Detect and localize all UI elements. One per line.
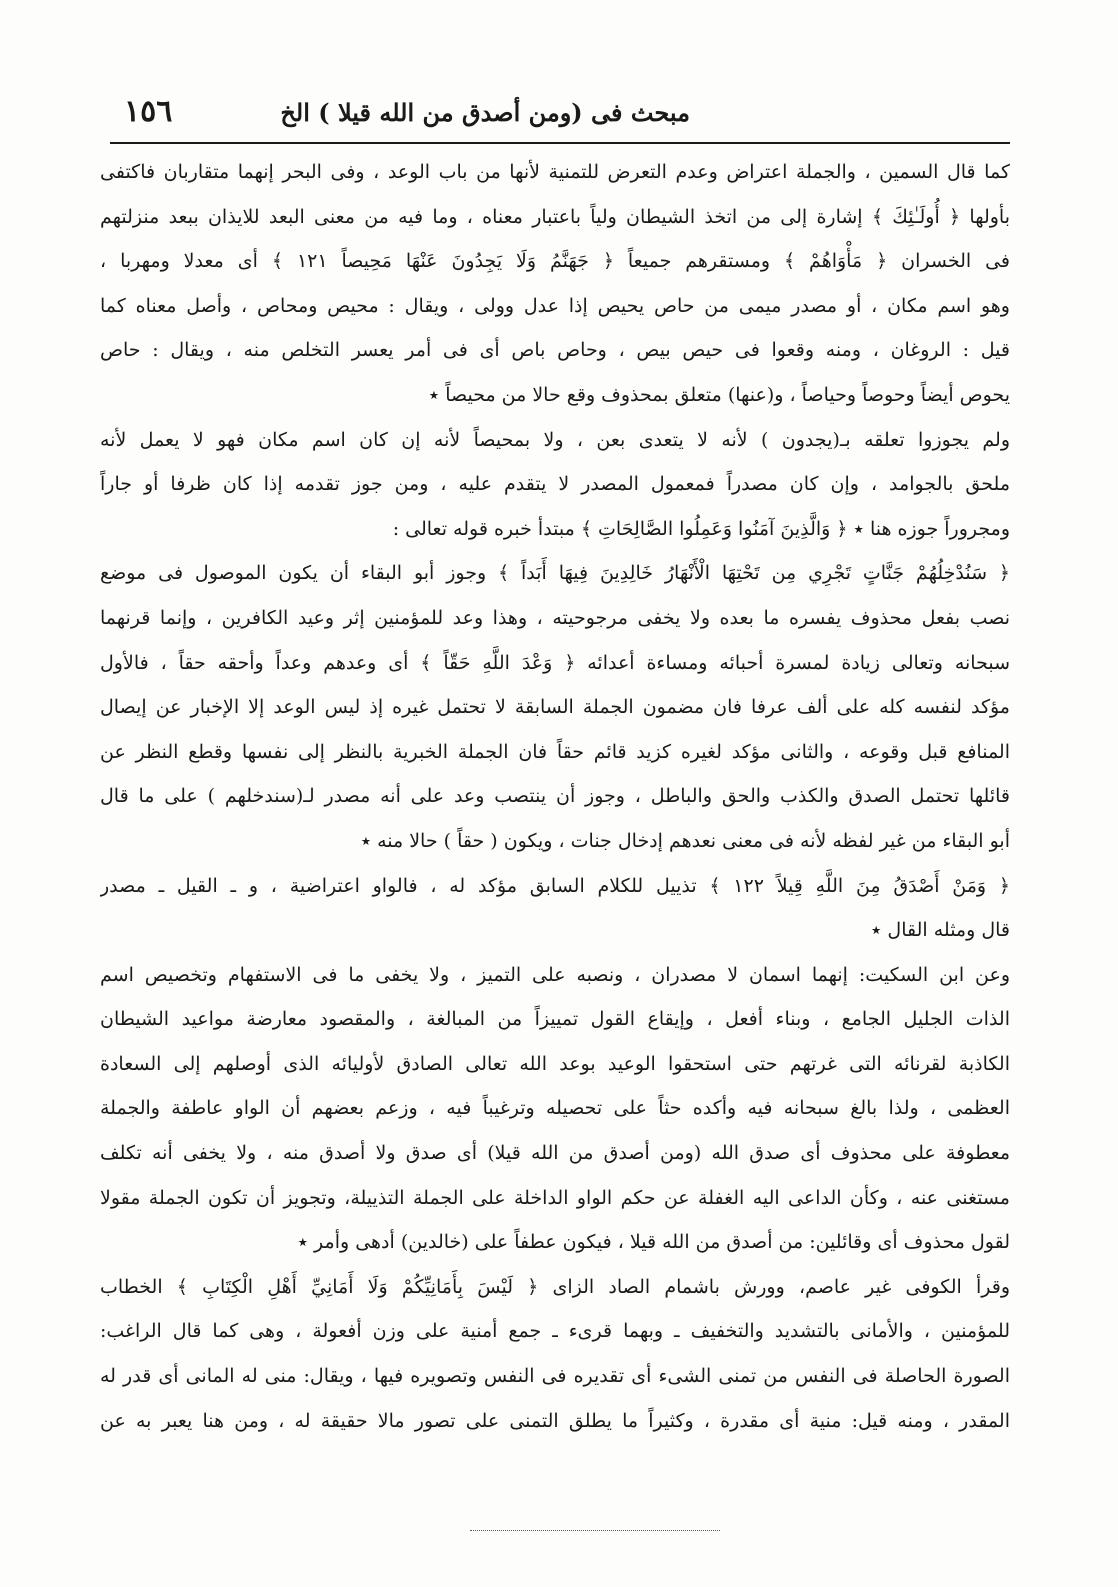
text-line: الصورة الحاصلة فى النفس من تمنى الشىء أى تقديره فى النفس وتصويره فيها ، ويقال: منى له المانى أى قدر له [100, 1365, 1010, 1388]
text-line: ومجروراً جوزه هنا ٭ ﴿ وَالَّذِينَ آمَنُوا وَعَمِلُوا الصَّالِحَاتِ ﴾ مبتدأ خبره قوله تعالى : [392, 517, 1010, 540]
text-line: المقدر ، ومنه قيل: منية أى مقدرة ، وكثيراً ما يطلق التمنى على تصور مالا حقيقة له ، ومن هنا يعبر به عن [100, 1409, 1010, 1432]
text-line: مستغنى عنه ، وكأن الداعى اليه الغفلة عن حكم الواو الداخلة على الجملة التذييلة، وتجويز أن تكون الجملة مقولا [100, 1186, 1010, 1209]
text-line: مؤكد لنفسه كله على ألف عرفا فان مضمون الجملة السابقة لا تحتمل غيره إذ ليس الوعد إلا الإخبار عن إيصال [100, 696, 1010, 719]
text-line: ﴿ وَمَنْ أَصْدَقُ مِنَ اللَّهِ قِيلاً ١٢٢ ﴾ تذييل للكلام السابق مؤكد له ، فالواو اعتراضية ، و ـ القيل ـ مصدر [100, 874, 1010, 897]
text-line: ﴿ سَنُدْخِلُهُمْ جَنَّاتٍ تَجْرِي مِن تَحْتِهَا الْأَنْهَارُ خَالِدِينَ فِيهَا أَبَداً ﴾ وجوز أبو البقاء أن يكون الموصول فى موضع [100, 562, 1010, 585]
text-line: العظمى ، ولذا بالغ سبحانه فيه وأكده حثاً على تحصيله وترغيباً فيه ، وزعم بعضهم أن الواو عاطفة والجملة [100, 1097, 1010, 1120]
text-line: قيل : الروغان ، ومنه وقعوا فى حيص بيص ، وحاص باص أى فى أمر يعسر التخلص منه ، ويقال : حاص [100, 339, 1010, 362]
text-line: وهو اسم مكان ، أو مصدر ميمى من حاص يحيص إذا عدل وولى ، ويقال : محيص ومحاص ، وأصل معناه كما [100, 294, 1010, 317]
page-header [110, 96, 1010, 136]
header-divider [110, 142, 1010, 144]
text-line: كما قال السمين ، والجملة اعتراض وعدم التعرض للتمنية لأنها من باب الوعد ، وفى البحر إنهما متقاربان فاكتفى [100, 161, 1010, 183]
text-line: معطوفة على محذوف أى صدق الله (ومن أصدق من الله قيلا) أى صدق ولا أصدق منه ، ولا يخفى أنه تكلف [100, 1142, 1010, 1165]
text-line: سبحانه وتعالى زيادة لمسرة أحبائه ومساءة أعدائه ﴿ وَعْدَ اللَّهِ حَقّاً ﴾ أى وعدهم وعداً وأحقه حقاً ، فالأول [100, 651, 1010, 674]
text-line: الذات الجليل الجامع ، وبناء أفعل ، وإيقاع القول تمييزاً من المبالغة ، والمقصود معارضة مواعيد الشيطان [100, 1008, 1010, 1031]
running-title: مبحث فى (ومن أصدق من الله قيلا ) الخ [280, 98, 690, 127]
text-line: فى الخسران ﴿ مَأْوَاهُمْ ﴾ ومستقرهم جميعاً ﴿ جَهَنَّمُ وَلَا يَجِدُونَ عَنْهَا مَحِيصاً ١٢١ ﴾ أى معدلا ومهربا ، [100, 250, 1010, 273]
text-line: وقرأ الكوفى غير عاصم، وورش باشمام الصاد الزاى ﴿ لَيْسَ بِأَمَانِيِّكُمْ وَلَا أَمَانِيِّ أَهْلِ الْكِتَابِ ﴾ الخطاب [100, 1275, 1010, 1298]
text-line: بأولها ﴿ أُولَـٰئِكَ ﴾ إشارة إلى من اتخذ الشيطان ولياً باعتبار معناه ، وما فيه من معنى البعد للايذان ببعد منزلتهم [100, 205, 1010, 228]
text-line: الكاذبة لقرنائه التى غرتهم حتى استحقوا الوعيد بوعد الله تعالى الصادق لأوليائه الذى أوصلهم إلى السعادة [100, 1052, 1010, 1075]
page-number: ١٥٦ [124, 94, 173, 129]
text-line: نصب بفعل محذوف يفسره ما بعده ولا يخفى مرجوحيته ، وهذا وعد للمؤمنين إثر وعيد الكافرين ، وإنما قرنهما [100, 606, 1010, 629]
text-line: للمؤمنين ، والأمانى بالتشديد والتخفيف ـ وبهما قرىء ـ جمع أمنية على وزن أفعولة ، وهى كما قال الراغب: [100, 1320, 1010, 1343]
text-line: يحوص أيضاً وحوصاً وحياصاً ، و(عنها) متعلق بمحذوف وقع حالا من محيصاً ٭ [428, 383, 1010, 406]
text-line: وعن ابن السكيت: إنهما اسمان لا مصدران ، ونصبه على التميز ، ولا يخفى ما فى الاستفهام وتخصيص اسم [100, 963, 1010, 986]
text-line: المنافع قبل وقوعه ، والثانى مؤكد لغيره كزيد قائم حقاً فان الجملة الخبرية بالنظر إلى نفسها وقطع النظر عن [100, 740, 1010, 763]
body-text [100, 150, 1010, 1443]
text-line: ولم يجوزوا تعلقه بـ(يجدون ) لأنه لا يتعدى بعن ، ولا بمحيصاً لأنه إن كان اسم مكان فهو لا يعمل لأنه [100, 428, 1010, 451]
text-line: أبو البقاء من غير لفظه لأنه فى معنى نعدهم إدخال جنات ، ويكون ( حقاً ) حالا منه ٭ [360, 829, 1010, 852]
text-line: قائلها تحتمل الصدق والكذب والحق والباطل ، وجوز أن ينتصب وعد على أنه مصدر لـ(سندخلهم ) على ما قال [100, 785, 1010, 808]
text-line: قال ومثله القال ٭ [871, 919, 1010, 942]
footer-divider [470, 1530, 720, 1531]
text-line: ملحق بالجوامد ، وإن كان مصدراً فمعمول المصدر لا يتقدم عليه ، ومن جوز تقدمه إذا كان ظرفا أو جاراً [100, 473, 1010, 496]
text-line: لقول محذوف أى وقائلين: من أصدق من الله قيلا ، فيكون عطفاً على (خالدين) أدهى وأمر ٭ [297, 1231, 1010, 1254]
